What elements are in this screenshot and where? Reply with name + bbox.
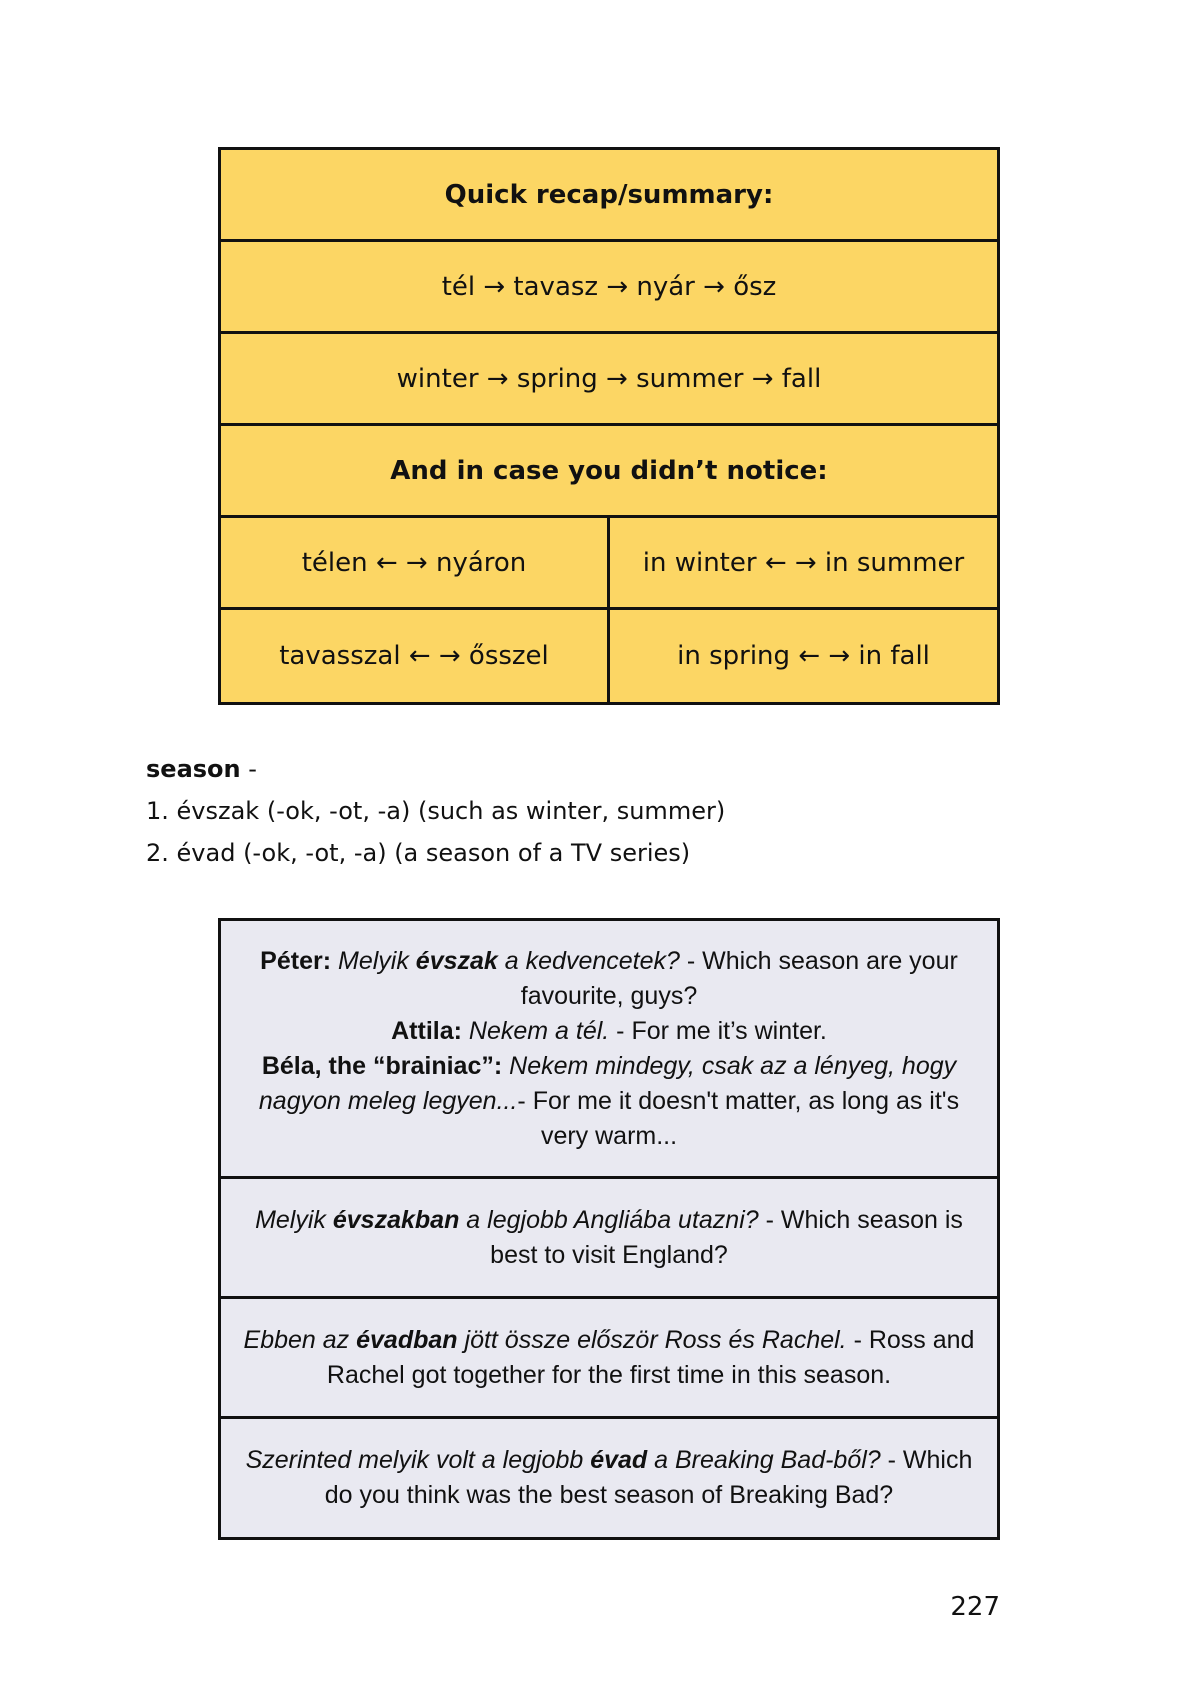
pair-hungarian: télen ← → nyáron <box>221 518 610 607</box>
examples-table <box>218 918 1000 1540</box>
english-seasons: winter → spring → summer → fall <box>221 334 997 426</box>
pair-english: in winter ← → in summer <box>642 547 965 578</box>
speaker-peter: Péter: <box>260 946 332 975</box>
recap-pair-row <box>221 518 997 610</box>
speaker-attila: Attila: <box>391 1016 462 1045</box>
english-text: - Which season is best to visit England? <box>490 1205 963 1269</box>
keyword: évadban <box>356 1325 458 1354</box>
definition-heading <box>146 748 1046 790</box>
speaker-bela: Béla, the “brainiac”: <box>261 1051 503 1080</box>
definition-meaning: 2. évad (-ok, -ot, -a) (a season of a TV series) <box>146 839 691 867</box>
keyword: évad <box>590 1446 648 1474</box>
recap-pair-row <box>221 610 997 702</box>
dialogue-line-bela <box>241 1049 977 1154</box>
dialogue-line-peter <box>241 944 977 1014</box>
english-text: - Which do you think was the best season of Breaking Bad? <box>324 1446 973 1509</box>
definition-dash: - <box>240 755 257 783</box>
definition-meaning: 1. évszak (-ok, -ot, -a) (such as winter, summer) <box>146 797 726 825</box>
recap-title: Quick recap/summary: <box>221 150 997 242</box>
example-row <box>221 1419 997 1537</box>
hungarian-text: Nekem mindegy, csak az a lényeg, hogy nagyon meleg legyen... <box>258 1051 957 1115</box>
hungarian-text: Ebben az évadban jött össze először Ross és Rachel. <box>243 1325 847 1354</box>
pair-hungarian: tavasszal ← → ősszel <box>221 610 610 702</box>
hungarian-text: Melyik évszak a kedvencetek? <box>338 946 680 975</box>
english-text: - Ross and Rachel got together for the first time in this season. <box>326 1325 975 1389</box>
page-number: 227 <box>950 1592 1000 1622</box>
season-definition <box>146 748 1046 874</box>
keyword: évszak <box>415 946 498 975</box>
recap-table <box>218 147 1000 705</box>
pair-english: in spring ← → in fall <box>677 641 930 671</box>
english-text: - Which season are your favourite, guys? <box>520 946 958 1010</box>
definition-term: season <box>146 755 241 783</box>
english-text: - For me it’s winter. <box>609 1016 827 1045</box>
example-row <box>221 1299 997 1419</box>
hungarian-text: Nekem a tél. <box>468 1016 610 1045</box>
hungarian-text: Szerinted melyik volt a legjobb évad a Breaking Bad-ből? <box>245 1446 881 1474</box>
hungarian-text: Melyik évszakban a legjobb Angliába utazni? <box>255 1205 759 1234</box>
english-text: - For me it doesn't matter, as long as it's very warm... <box>517 1086 960 1150</box>
example-dialogue <box>221 921 997 1179</box>
dialogue-line-attila <box>241 1014 977 1049</box>
hungarian-seasons: tél → tavasz → nyár → ősz <box>221 242 997 334</box>
notice-heading: And in case you didn’t notice: <box>221 426 997 518</box>
keyword: évszakban <box>332 1205 460 1234</box>
example-row <box>221 1179 997 1299</box>
